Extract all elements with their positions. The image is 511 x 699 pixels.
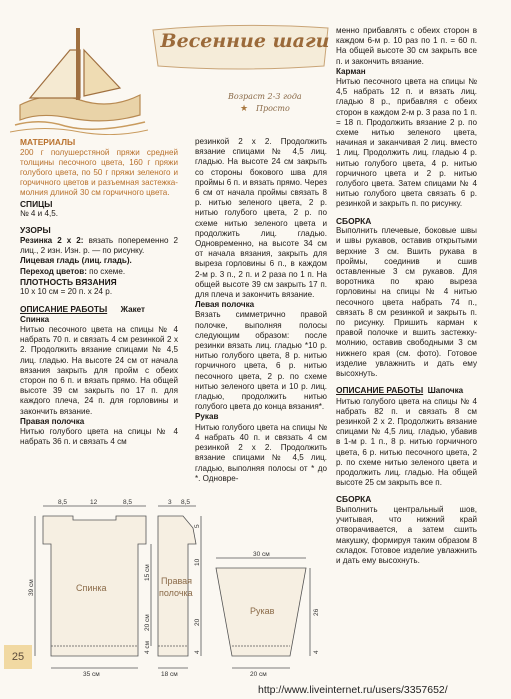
dim-back-rib: 4 см [144,640,151,654]
rib-pattern: Резинка 2 х 2: вязать попеременно 2 лиц., 2 изн. Изн. р. — по рисунку. [20,236,178,256]
dim-sleeve-bottom: 20 см [250,671,267,678]
assembly-text: Выполнить плечевые, боковые швы и швы рукавов, оставив открытыми верхние 3 см. Вшить рукава в проймы, соединив и сшив оставленные 3 см рукавов. Для воротника по краю выреза горловины на спицы № 4 нитью песочного цвета набрать 74 п., связать 8 см резинкой и закрыть п. по рисунку. Пришить карман к правой полочке и вшить застежку-молнию, оставив свободными 3 см нижнего края (см. фото). Готовое изделие увлажнить и дать ему высохнуть. [336,226,477,379]
materials-heading: МАТЕРИАЛЫ [20,137,76,147]
needles-heading: СПИЦЫ [20,198,53,209]
column-1 [20,137,178,447]
sleeve-label: Рукав [250,606,275,616]
dim-front-armhole: 10 [194,558,201,566]
stockinette-pattern: Лицевая гладь (лиц. гладь). [20,256,132,266]
dim-back-width: 35 см [83,671,100,678]
assembly-heading: СБОРКА [336,215,372,226]
front-piece-shape [158,516,196,656]
dim-front-top-1: 3 [168,499,172,506]
right-front-heading: Правая полочка [20,416,85,426]
boat-illustration [10,10,148,135]
patterns-heading: УЗОРЫ [20,225,51,236]
right-front-text-cont: резинкой 2 х 2. Продолжить вязание спицами № 4,5 лиц. гладью. На высоте 24 см закрыть со стороны бокового шва для проймы 6 п. и вязать прямо. Через 6 см от начала проймы связать 8 р. нитью зеленого цвета, 2 р. нитью голубого цвета, 2 р. по схеме нитью зеленого цвета и продолжить лиц. гладью. Одновременно, на высоте 34 см от начала вязания, закрыть для выреза горловины 6 п., в каждом 2-м р. 3 п., 2 п. и 2 раза по 1 п. На общей высоте 39 см закрыть 17 п. для плеча и закончить вязание. [195,137,327,300]
back-heading: Спинка [20,314,50,324]
dim-sleeve-rib: 4 [313,650,320,654]
dim-back-side: 20 см [144,614,151,631]
color-switch: Переход цветов: по схеме. [20,266,126,276]
dim-front-side: 20 [194,618,201,626]
dim-back-height: 39 см [28,579,35,596]
dim-back-armhole: 15 см [144,564,151,581]
column-2 [195,137,327,484]
front-label-1: Правая [161,576,193,586]
dim-front-rib: 4 [194,650,201,654]
sleeve-text-cont: менно прибавлять с обеих сторон в каждом 6-м р. 10 раз по 1 п. = 60 п. На общей высоте 30 см закрыть все п. и закончить вязание. [336,26,477,66]
density-heading: ПЛОТНОСТЬ ВЯЗАНИЯ [20,276,117,287]
column-3 [336,26,477,566]
materials-text: 200 г полушерстяной пряжи средней толщины песочного цвета, 160 г пряжи голубого цвета, по 50 г пряжи зеленого и горчичного цветов и разъемная застежка-молния длиной 30 см горчичного цвета. [20,147,178,198]
back-text: Нитью песочного цвета на спицы № 4 набрать 70 п. и связать 4 см резинкой 2 х 2. Продолжить вязание спицами № 4,5 лиц. гладью. На высоте 24 см от начала вязания закрыть для пройм с обеих сторон по 6 п. и вязать прямо. На общей высоте 39 см закрыть по 17 п. для каждого плеча, 24 п. для горловины и закончить вязание. [20,325,178,416]
front-label-2: полочка [159,588,193,598]
dim-back-top-2: 12 [90,499,98,506]
difficulty-label: Просто [256,104,290,113]
pocket-text: Нитью песочного цвета на спицы № 4,5 набрать 12 п. и вязать лиц. гладью 8 р., прибавляя с обеих сторон в каждом 2-м р. 3 раза по 1 п. = 18 п. Продолжить вязание 2 р. по схеме нитью зеленого цвета, начиная и заканчивая 2 лиц. вместо 1 лиц. Продолжить лиц. гладью 4 р. нитью голубого цвета, 4 р. нитью горчичного цвета и 2 р. нитью голубого цвета. Затем спицами № 4 нитью голубого цвета связать 6 р. резинкой и закрыть п. по рисунку. [336,77,477,209]
page-number: 25 [4,645,32,669]
dim-sleeve-height: 26 [313,608,320,616]
needles-text: № 4 и 4,5. [20,209,58,219]
dim-back-top-3: 8,5 [123,499,133,506]
density-text: 10 х 10 см = 20 п. х 24 р. [20,287,113,297]
right-front-text: Нитью голубого цвета на спицы № 4 набрать 36 п. и связать 4 см [20,427,178,447]
left-front-text: Вязать симметрично правой полочке, выполняя полосы следующим образом: после резинки вязать лиц. гладью *10 р. нитью голубого цвета, 8 р. нитью горчичного цвета, 6 р. нитью песочного цвета, 2 р. по схеме нитью зеленого цвета и 10 р. лиц. гладью, продолжить нитью голубого цвета до конца вязания*. [195,310,327,412]
dim-front-top-2: 8,5 [181,499,191,506]
star-icon: ★ [240,103,249,113]
hat-heading: ОПИСАНИЕ РАБОТЫ Шапочка [336,385,464,396]
assembly2-heading: СБОРКА [336,494,372,505]
sleeve-heading: Рукав [195,412,219,422]
dim-front-neck: 5 [194,524,201,528]
sleeve-text: Нитью голубого цвета на спицы № 4 набрать 40 п. и связать 4 см резинкой 2 х 2. Продолжить вязание спицами № 4,5 лиц. гладью, выполняя полосы от * до *. Одновре- [195,422,327,483]
hat-text: Нитью голубого цвета на спицы № 4 набрать 82 п. и связать 8 см резинкой 2 х 2. Продолжить вязание спицами № 4,5 лиц. гладью, убавив в 1-м р. 1 п., 8 р. нитью горчичного цвета, 6 р. нитью песочного цвета, 2 р. по схеме нитью зеленого цвета и продолжить лиц. гладью. На общей высоте 25 см закрыть все п. [336,396,477,488]
assembly2-text: Выполнить центральный шов, учитывая, что нижний край отворачивается, а затем сшить макушку, формируя таким образом 8 складок. Готовое изделие увлажнить и дать ему высохнуть. [336,504,477,565]
dim-back-top-1: 8,5 [58,499,68,506]
left-front-heading: Левая полочка [195,300,255,310]
dim-sleeve-top: 30 см [253,551,270,558]
footer-url[interactable]: http://www.liveinternet.ru/users/3357652/ [258,684,448,696]
age-label: Возраст 2-3 года [228,92,302,101]
pattern-diagram [28,496,328,678]
work-heading: ОПИСАНИЕ РАБОТЫ Жакет [20,303,145,314]
pocket-heading: Карман [336,66,366,76]
back-label: Спинка [76,583,107,593]
page-title: Весенние шаги [160,30,330,52]
dim-front-width: 18 см [161,671,178,678]
